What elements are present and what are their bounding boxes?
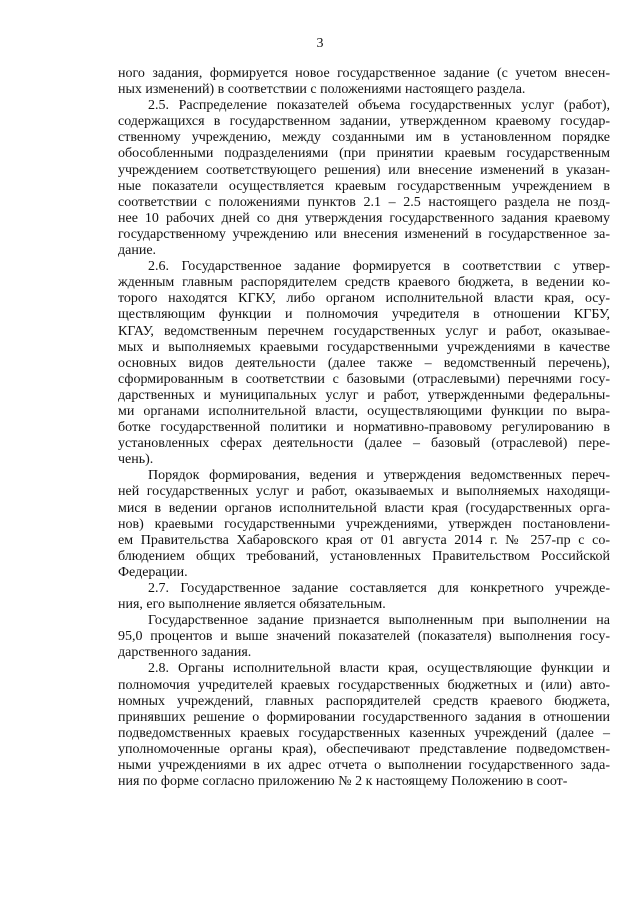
text-line: жденным главным распорядителем средств краевого бюджета, в ведении ко- [118,275,610,291]
text-line: государственному учреждению или внесения изменений в государственное за- [118,226,610,242]
text-line: ми органами исполнительной власти, осуществляющими функции по выра- [118,403,610,419]
text-line: номных учреждений, главных распорядителей средств краевого бюджета, [118,693,610,709]
text-line: соответствии с положениями пунктов 2.1 – 2.5 настоящего раздела не позд- [118,194,610,210]
text-line: ем Правительства Хабаровского края от 01 августа 2014 г. № 257-пр с со- [118,532,610,548]
paragraph [118,661,610,790]
text-line: Порядок формирования, ведения и утверждения ведомственных переч- [148,468,610,484]
text-line: 2.7. Государственное задание составляется для конкретного учрежде- [148,581,610,596]
text-line: полномочия учредителей краевых государственных бюджетных и (или) авто- [118,677,610,693]
text-line: 2.8. Органы исполнительной власти края, осуществляющие функции и [148,661,610,677]
text-line: ными учреждениями в их адрес отчета о выполнении государственного зада- [118,758,610,774]
text-line: 95,0 процентов и выше значений показателей (показателя) выполнения госу- [118,629,610,645]
text-line: дание. [118,243,157,259]
text-line: сформированным в соответствии с базовыми (отраслевыми) перечнями госу- [118,371,610,387]
text-line: мых и выполняемых краевыми государственными учреждениями в качестве [118,339,610,355]
text-line: ных изменений) в соответствии с положениями настоящего раздела. [118,82,526,98]
text-line: блюдением общих требований, установленных Правительством Российской [118,548,610,564]
text-line: 2.6. Государственное задание формируется в соответствии с утвер- [148,259,610,275]
text-line: дарственных и муниципальных услуг и работ, утвержденными федеральны- [118,387,610,403]
text-line: ней государственных услуг и работ, оказываемых и выполняемых находящи- [118,484,610,500]
paragraph [118,613,610,661]
text-line: торого находятся КГКУ, либо органом исполнительной власти края, осу- [118,291,610,307]
text-line: дарственного задания. [118,645,252,661]
page-number: 3 [316,36,324,51]
text-line: содержащихся в государственном задании, утвержденном краевому государ- [118,114,610,130]
text-line: обособленными подразделениями (при принятии краевым государственным [118,146,610,162]
paragraph [118,468,610,581]
text-line: чень). [118,452,154,468]
text-line: КГАУ, ведомственным перечнем государственных услуг и работ, оказывае- [118,323,610,339]
text-line: уполномоченные органы края), обеспечивают представление подведомствен- [118,741,610,757]
text-line: ния, его выполнение является обязательным. [118,597,386,613]
text-line: подведомственных краевых государственных казенных учреждений (далее – [118,725,610,741]
text-line: ственному учреждению, между созданными им в установленном порядке [118,130,610,146]
text-line: ществляющим функции и полномочия учредителя в отношении КГБУ, [118,307,610,323]
text-line: нов) краевыми государственными учреждениями, утвержден постановлени- [118,516,610,532]
text-line: ния по форме согласно приложению № 2 к настоящему Положению в соот- [118,774,568,790]
text-line: ного задания, формируется новое государственное задание (с учетом внесен- [118,66,610,81]
paragraph [118,259,610,468]
text-line: установленных сферах деятельности (далее – базовый (отраслевой) пере- [118,436,610,452]
text-line: принявших решение о формировании государственного задания в отношении [118,709,610,725]
text-line: Федерации. [118,564,188,580]
text-line: 2.5. Распределение показателей объема государственных услуг (работ), [148,98,610,114]
text-line: ботке государственной политики и нормативно-правовому регулированию в [118,420,610,436]
paragraph [118,581,610,613]
text-line: Государственное задание признается выполненным при выполнении на [148,613,610,629]
document-body [118,66,610,790]
text-line: мися в ведении органов исполнительной власти края (государственных орга- [118,500,610,516]
text-line: учреждением соответствующего решения) или внесение изменений в указан- [118,162,610,178]
paragraph [118,98,610,259]
text-line: основных видов деятельности (далее также – ведомственный перечень), [118,355,610,371]
text-line: ные показатели осуществляется краевым государственным учреждением в [118,178,610,194]
paragraph [118,66,610,98]
text-line: нее 10 рабочих дней со дня утверждения государственного задания краевому [118,210,610,226]
